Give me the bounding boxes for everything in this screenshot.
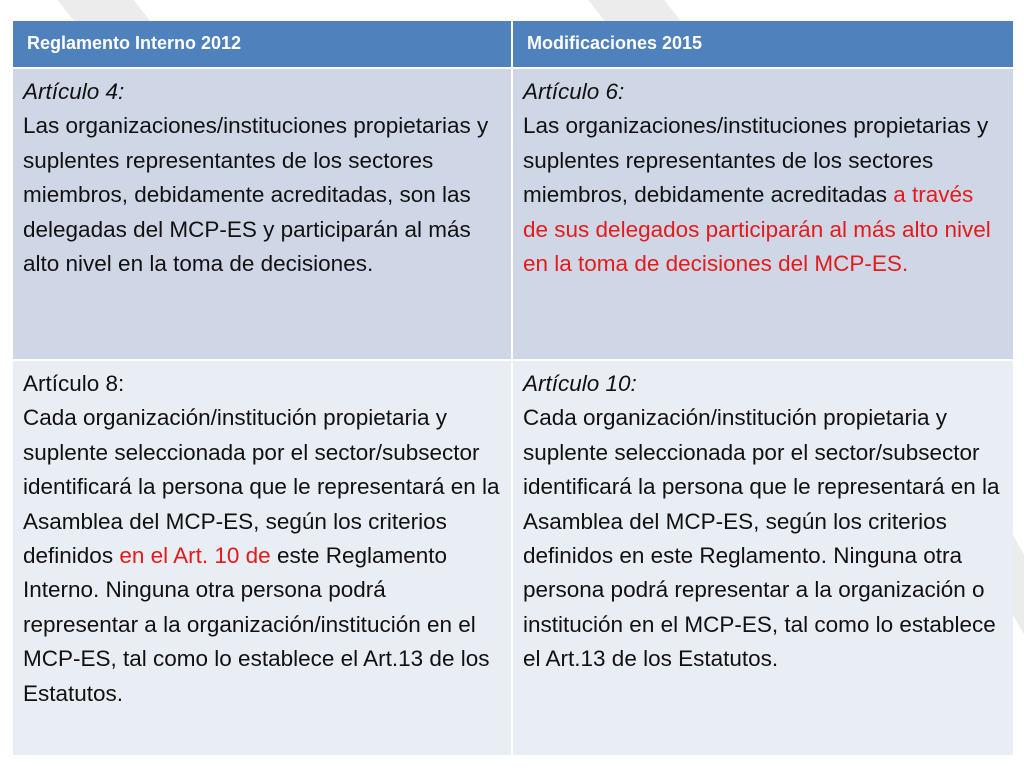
cell-articulo-10 xyxy=(513,361,1013,755)
cell-articulo-4 xyxy=(13,69,511,359)
comparison-table xyxy=(13,21,1013,753)
article-title: Artículo 10: xyxy=(523,371,637,396)
cell-articulo-6 xyxy=(513,69,1013,359)
article-title: Artículo 6: xyxy=(523,79,625,104)
cell-articulo-8 xyxy=(13,361,511,755)
article-text: Las organizaciones/instituciones propietarias y suplentes representantes de los sectores miembros, debidamente acreditadas xyxy=(523,113,989,208)
article-text: este Reglamento Interno. Ninguna otra persona podrá representar a la organización/institución en el MCP-ES, tal como lo establece el Art.13 de los Estatutos. xyxy=(23,543,490,706)
article-text: Cada organización/institución propietaria y suplente seleccionada por el sector/subsector identificará la persona que le representará en la Asamblea del MCP-ES, según los criterios definidos xyxy=(23,405,500,569)
article-text-modified: en el Art. 10 de xyxy=(119,543,271,569)
article-title: Artículo 4: xyxy=(23,79,125,104)
header-modificaciones-2015: Modificaciones 2015 xyxy=(513,21,1013,67)
header-reglamento-2012: Reglamento Interno 2012 xyxy=(13,21,511,67)
article-text-modified: a través de sus delegados participarán al más alto nivel en la toma de decisiones del MCP-ES. xyxy=(523,182,991,277)
article-title: Artículo 8: xyxy=(23,371,125,396)
article-text: Las organizaciones/instituciones propietarias y suplentes representantes de los sectores miembros, debidamente acreditadas, son las delegadas del MCP-ES y participarán al más alto nivel en la toma de decisiones. xyxy=(23,113,489,277)
article-text: Cada organización/institución propietaria y suplente seleccionada por el sector/subsector identificará la persona que le representará en la Asamblea del MCP-ES, según los criterios definidos en este Reglamento. Ninguna otra persona podrá representar a la organización o institución en el MCP-ES, tal como lo establece el Art.13 de los Estatutos. xyxy=(523,405,1000,672)
